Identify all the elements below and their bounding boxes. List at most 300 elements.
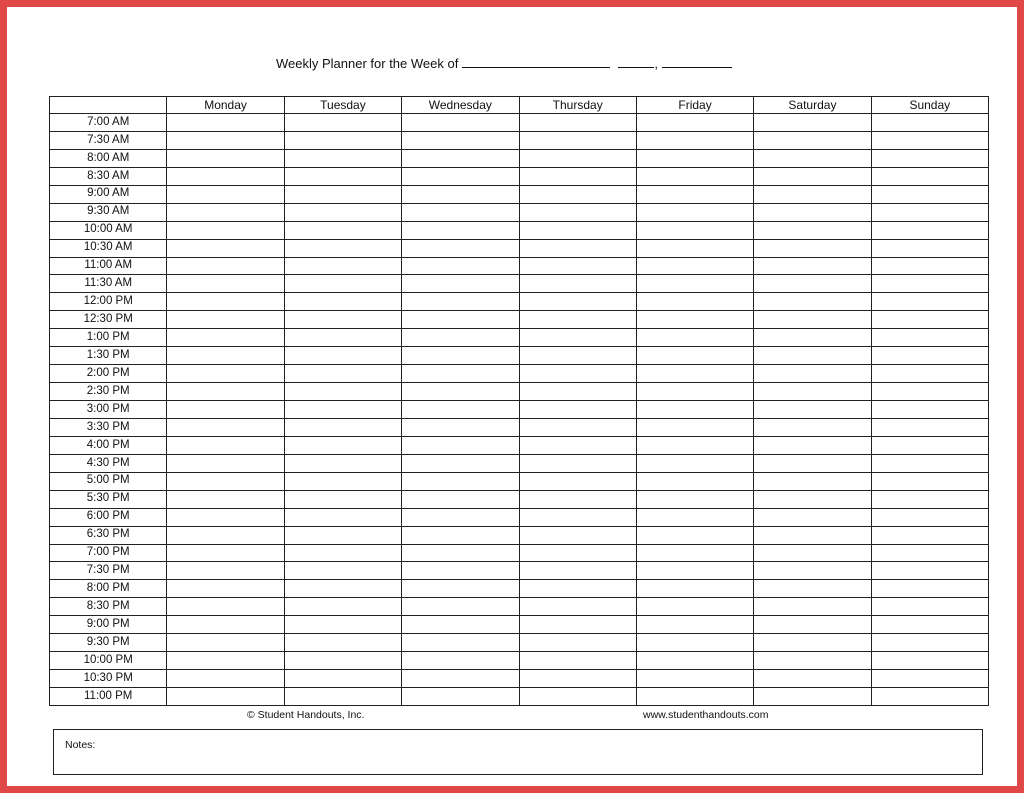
- time-label: 8:30 AM: [50, 167, 167, 185]
- planner-cell[interactable]: [871, 526, 988, 544]
- planner-cell[interactable]: [636, 311, 753, 329]
- planner-cell[interactable]: [167, 383, 284, 401]
- planner-cell[interactable]: [519, 418, 636, 436]
- time-slot-row: [50, 329, 989, 347]
- planner-cell[interactable]: [167, 149, 284, 167]
- planner-cell[interactable]: [754, 652, 871, 670]
- planner-cell[interactable]: [871, 149, 988, 167]
- planner-cell[interactable]: [519, 490, 636, 508]
- planner-cell[interactable]: [754, 311, 871, 329]
- planner-cell[interactable]: [284, 311, 401, 329]
- planner-cell[interactable]: [284, 436, 401, 454]
- planner-cell[interactable]: [871, 490, 988, 508]
- planner-cell[interactable]: [636, 418, 753, 436]
- planner-cell[interactable]: [284, 365, 401, 383]
- planner-cell[interactable]: [871, 167, 988, 185]
- planner-cell[interactable]: [167, 598, 284, 616]
- planner-cell[interactable]: [167, 365, 284, 383]
- planner-cell[interactable]: [402, 598, 519, 616]
- day-header: Thursday: [519, 97, 636, 114]
- planner-cell[interactable]: [754, 526, 871, 544]
- planner-cell[interactable]: [636, 562, 753, 580]
- planner-cell[interactable]: [284, 275, 401, 293]
- planner-cell[interactable]: [167, 347, 284, 365]
- planner-cell[interactable]: [636, 688, 753, 706]
- planner-cell[interactable]: [636, 293, 753, 311]
- planner-cell[interactable]: [636, 167, 753, 185]
- time-label: 6:00 PM: [50, 508, 167, 526]
- week-day-blank[interactable]: [618, 56, 654, 68]
- planner-cell[interactable]: [167, 311, 284, 329]
- planner-cell[interactable]: [636, 365, 753, 383]
- planner-cell[interactable]: [519, 508, 636, 526]
- planner-cell[interactable]: [871, 293, 988, 311]
- planner-cell[interactable]: [636, 526, 753, 544]
- planner-cell[interactable]: [284, 580, 401, 598]
- planner-cell[interactable]: [519, 670, 636, 688]
- planner-cell[interactable]: [754, 131, 871, 149]
- planner-cell[interactable]: [284, 131, 401, 149]
- planner-cell[interactable]: [167, 221, 284, 239]
- planner-cell[interactable]: [402, 203, 519, 221]
- planner-cell[interactable]: [167, 562, 284, 580]
- planner-cell[interactable]: [636, 544, 753, 562]
- planner-cell[interactable]: [402, 544, 519, 562]
- planner-cell[interactable]: [754, 149, 871, 167]
- time-label: 2:00 PM: [50, 365, 167, 383]
- planner-cell[interactable]: [871, 688, 988, 706]
- planner-cell[interactable]: [636, 257, 753, 275]
- planner-cell[interactable]: [519, 634, 636, 652]
- planner-cell[interactable]: [402, 634, 519, 652]
- planner-cell[interactable]: [402, 526, 519, 544]
- planner-cell[interactable]: [519, 383, 636, 401]
- planner-cell[interactable]: [167, 167, 284, 185]
- planner-cell[interactable]: [167, 580, 284, 598]
- planner-cell[interactable]: [284, 401, 401, 419]
- title-separator: ,: [654, 56, 658, 71]
- day-header: Wednesday: [402, 97, 519, 114]
- planner-cell[interactable]: [167, 114, 284, 132]
- planner-cell[interactable]: [402, 311, 519, 329]
- planner-cell[interactable]: [754, 688, 871, 706]
- planner-cell[interactable]: [519, 239, 636, 257]
- planner-cell[interactable]: [871, 616, 988, 634]
- time-label: 10:00 AM: [50, 221, 167, 239]
- page-title: [276, 56, 732, 71]
- time-label: 9:00 PM: [50, 616, 167, 634]
- planner-cell[interactable]: [402, 670, 519, 688]
- day-header: Sunday: [871, 97, 988, 114]
- planner-cell[interactable]: [871, 383, 988, 401]
- planner-cell[interactable]: [754, 167, 871, 185]
- time-label: 5:30 PM: [50, 490, 167, 508]
- time-slot-row: [50, 418, 989, 436]
- planner-cell[interactable]: [636, 652, 753, 670]
- planner-cell[interactable]: [636, 580, 753, 598]
- planner-cell[interactable]: [519, 436, 636, 454]
- planner-cell[interactable]: [167, 454, 284, 472]
- planner-cell[interactable]: [519, 203, 636, 221]
- time-label: 9:30 AM: [50, 203, 167, 221]
- planner-cell[interactable]: [636, 670, 753, 688]
- planner-cell[interactable]: [871, 221, 988, 239]
- planner-cell[interactable]: [167, 526, 284, 544]
- time-label: 3:30 PM: [50, 418, 167, 436]
- planner-cell[interactable]: [284, 562, 401, 580]
- planner-cell[interactable]: [402, 436, 519, 454]
- planner-cell[interactable]: [636, 436, 753, 454]
- planner-cell[interactable]: [402, 562, 519, 580]
- planner-cell[interactable]: [871, 454, 988, 472]
- planner-cell[interactable]: [284, 203, 401, 221]
- time-label: 7:30 PM: [50, 562, 167, 580]
- planner-cell[interactable]: [284, 329, 401, 347]
- planner-cell[interactable]: [754, 275, 871, 293]
- time-slot-row: [50, 688, 989, 706]
- planner-cell[interactable]: [284, 257, 401, 275]
- planner-cell[interactable]: [519, 275, 636, 293]
- planner-cell[interactable]: [636, 149, 753, 167]
- planner-cell[interactable]: [519, 472, 636, 490]
- time-label: 7:00 PM: [50, 544, 167, 562]
- planner-cell[interactable]: [402, 239, 519, 257]
- planner-cell[interactable]: [871, 311, 988, 329]
- planner-cell[interactable]: [167, 688, 284, 706]
- planner-cell[interactable]: [636, 401, 753, 419]
- planner-cell[interactable]: [519, 598, 636, 616]
- time-label: 8:30 PM: [50, 598, 167, 616]
- planner-cell[interactable]: [636, 454, 753, 472]
- planner-cell[interactable]: [519, 131, 636, 149]
- planner-cell[interactable]: [754, 185, 871, 203]
- planner-cell[interactable]: [284, 472, 401, 490]
- planner-cell[interactable]: [284, 114, 401, 132]
- title-text: Weekly Planner for the Week of: [276, 56, 459, 71]
- planner-cell[interactable]: [754, 598, 871, 616]
- planner-cell[interactable]: [871, 329, 988, 347]
- planner-cell[interactable]: [167, 401, 284, 419]
- planner-cell[interactable]: [871, 670, 988, 688]
- planner-cell[interactable]: [871, 131, 988, 149]
- planner-cell[interactable]: [402, 688, 519, 706]
- planner-cell[interactable]: [519, 329, 636, 347]
- time-slot-row: [50, 221, 989, 239]
- planner-cell[interactable]: [167, 634, 284, 652]
- planner-cell[interactable]: [519, 185, 636, 203]
- planner-cell[interactable]: [402, 167, 519, 185]
- time-slot-row: [50, 275, 989, 293]
- time-label: 1:00 PM: [50, 329, 167, 347]
- planner-cell[interactable]: [284, 347, 401, 365]
- planner-grid: [49, 96, 989, 706]
- planner-cell[interactable]: [754, 580, 871, 598]
- planner-cell[interactable]: [167, 508, 284, 526]
- time-slot-row: [50, 167, 989, 185]
- planner-cell[interactable]: [636, 221, 753, 239]
- planner-cell[interactable]: [754, 365, 871, 383]
- planner-cell[interactable]: [754, 508, 871, 526]
- planner-cell[interactable]: [402, 454, 519, 472]
- planner-cell[interactable]: [519, 544, 636, 562]
- planner-cell[interactable]: [519, 221, 636, 239]
- time-slot-row: [50, 239, 989, 257]
- time-slot-row: [50, 562, 989, 580]
- time-slot-row: [50, 490, 989, 508]
- week-year-blank[interactable]: [662, 56, 732, 68]
- planner-cell[interactable]: [167, 670, 284, 688]
- planner-cell[interactable]: [871, 347, 988, 365]
- planner-cell[interactable]: [402, 114, 519, 132]
- planner-cell[interactable]: [871, 436, 988, 454]
- planner-cell[interactable]: [402, 257, 519, 275]
- planner-cell[interactable]: [871, 114, 988, 132]
- planner-cell[interactable]: [402, 472, 519, 490]
- planner-cell[interactable]: [519, 257, 636, 275]
- planner-cell[interactable]: [519, 401, 636, 419]
- planner-cell[interactable]: [284, 454, 401, 472]
- planner-cell[interactable]: [167, 203, 284, 221]
- day-header-row: [50, 97, 989, 114]
- planner-cell[interactable]: [284, 167, 401, 185]
- planner-cell[interactable]: [284, 544, 401, 562]
- planner-cell[interactable]: [519, 580, 636, 598]
- planner-cell[interactable]: [636, 616, 753, 634]
- planner-cell[interactable]: [284, 185, 401, 203]
- planner-cell[interactable]: [871, 562, 988, 580]
- time-label: 9:30 PM: [50, 634, 167, 652]
- planner-cell[interactable]: [871, 544, 988, 562]
- planner-cell[interactable]: [871, 257, 988, 275]
- planner-cell[interactable]: [167, 293, 284, 311]
- planner-cell[interactable]: [167, 275, 284, 293]
- planner-cell[interactable]: [402, 490, 519, 508]
- time-slot-row: [50, 436, 989, 454]
- planner-cell[interactable]: [871, 185, 988, 203]
- planner-cell[interactable]: [167, 652, 284, 670]
- time-slot-row: [50, 670, 989, 688]
- planner-cell[interactable]: [754, 401, 871, 419]
- planner-cell[interactable]: [519, 311, 636, 329]
- planner-cell[interactable]: [871, 580, 988, 598]
- planner-cell[interactable]: [871, 508, 988, 526]
- time-label: 8:00 PM: [50, 580, 167, 598]
- planner-cell[interactable]: [636, 114, 753, 132]
- planner-cell[interactable]: [754, 293, 871, 311]
- time-label: 3:00 PM: [50, 401, 167, 419]
- planner-cell[interactable]: [519, 167, 636, 185]
- planner-cell[interactable]: [167, 544, 284, 562]
- planner-cell[interactable]: [284, 688, 401, 706]
- time-slot-row: [50, 580, 989, 598]
- planner-cell[interactable]: [402, 508, 519, 526]
- planner-cell[interactable]: [519, 454, 636, 472]
- day-header: Saturday: [754, 97, 871, 114]
- planner-cell[interactable]: [284, 149, 401, 167]
- planner-cell[interactable]: [284, 383, 401, 401]
- planner-cell[interactable]: [754, 257, 871, 275]
- planner-cell[interactable]: [519, 293, 636, 311]
- planner-cell[interactable]: [284, 293, 401, 311]
- time-label: 2:30 PM: [50, 383, 167, 401]
- planner-cell[interactable]: [284, 490, 401, 508]
- time-slot-row: [50, 472, 989, 490]
- planner-cell[interactable]: [402, 418, 519, 436]
- planner-cell[interactable]: [402, 652, 519, 670]
- time-slot-row: [50, 365, 989, 383]
- planner-cell[interactable]: [402, 329, 519, 347]
- planner-cell[interactable]: [754, 634, 871, 652]
- planner-cell[interactable]: [636, 634, 753, 652]
- planner-cell[interactable]: [284, 239, 401, 257]
- planner-cell[interactable]: [519, 365, 636, 383]
- planner-cell[interactable]: [754, 329, 871, 347]
- planner-cell[interactable]: [754, 670, 871, 688]
- planner-cell[interactable]: [402, 616, 519, 634]
- planner-cell[interactable]: [284, 526, 401, 544]
- planner-cell[interactable]: [519, 616, 636, 634]
- planner-cell[interactable]: [284, 418, 401, 436]
- planner-cell[interactable]: [871, 418, 988, 436]
- planner-cell[interactable]: [636, 275, 753, 293]
- planner-cell[interactable]: [402, 365, 519, 383]
- planner-cell[interactable]: [871, 239, 988, 257]
- planner-cell[interactable]: [754, 383, 871, 401]
- time-slot-row: [50, 203, 989, 221]
- planner-cell[interactable]: [636, 508, 753, 526]
- planner-cell[interactable]: [871, 275, 988, 293]
- planner-cell[interactable]: [871, 634, 988, 652]
- planner-cell[interactable]: [167, 329, 284, 347]
- time-label: 8:00 AM: [50, 149, 167, 167]
- planner-cell[interactable]: [519, 347, 636, 365]
- planner-cell[interactable]: [754, 436, 871, 454]
- planner-cell[interactable]: [754, 544, 871, 562]
- notes-box[interactable]: [53, 729, 983, 775]
- planner-cell[interactable]: [167, 418, 284, 436]
- planner-cell[interactable]: [167, 472, 284, 490]
- planner-cell[interactable]: [754, 472, 871, 490]
- time-slot-row: [50, 131, 989, 149]
- planner-cell[interactable]: [167, 239, 284, 257]
- planner-cell[interactable]: [402, 383, 519, 401]
- time-slot-row: [50, 293, 989, 311]
- planner-cell[interactable]: [402, 293, 519, 311]
- planner-cell[interactable]: [754, 239, 871, 257]
- planner-cell[interactable]: [519, 562, 636, 580]
- time-label: 1:30 PM: [50, 347, 167, 365]
- planner-cell[interactable]: [754, 347, 871, 365]
- time-slot-row: [50, 652, 989, 670]
- planner-cell[interactable]: [284, 221, 401, 239]
- planner-cell[interactable]: [636, 131, 753, 149]
- time-label: 10:30 AM: [50, 239, 167, 257]
- planner-cell[interactable]: [754, 203, 871, 221]
- planner-cell[interactable]: [402, 580, 519, 598]
- time-label: 6:30 PM: [50, 526, 167, 544]
- planner-cell[interactable]: [167, 490, 284, 508]
- planner-cell[interactable]: [636, 490, 753, 508]
- planner-cell[interactable]: [636, 329, 753, 347]
- planner-cell[interactable]: [402, 149, 519, 167]
- planner-cell[interactable]: [167, 257, 284, 275]
- time-slot-row: [50, 454, 989, 472]
- time-label: 5:00 PM: [50, 472, 167, 490]
- time-slot-row: [50, 526, 989, 544]
- planner-cell[interactable]: [402, 221, 519, 239]
- time-slot-row: [50, 347, 989, 365]
- planner-cell[interactable]: [167, 131, 284, 149]
- planner-cell[interactable]: [754, 114, 871, 132]
- planner-cell[interactable]: [754, 616, 871, 634]
- time-label: 12:30 PM: [50, 311, 167, 329]
- planner-cell[interactable]: [871, 472, 988, 490]
- planner-cell[interactable]: [636, 598, 753, 616]
- planner-cell[interactable]: [284, 652, 401, 670]
- time-slot-row: [50, 634, 989, 652]
- planner-cell[interactable]: [402, 401, 519, 419]
- planner-cell[interactable]: [636, 472, 753, 490]
- website-text: www.studenthandouts.com: [643, 709, 769, 721]
- planner-cell[interactable]: [754, 490, 871, 508]
- planner-cell[interactable]: [284, 598, 401, 616]
- planner-cell[interactable]: [402, 275, 519, 293]
- time-slot-row: [50, 598, 989, 616]
- planner-cell[interactable]: [636, 239, 753, 257]
- planner-cell[interactable]: [402, 347, 519, 365]
- planner-cell[interactable]: [636, 203, 753, 221]
- planner-cell[interactable]: [167, 436, 284, 454]
- planner-cell[interactable]: [284, 634, 401, 652]
- planner-cell[interactable]: [167, 616, 284, 634]
- planner-cell[interactable]: [871, 203, 988, 221]
- planner-cell[interactable]: [402, 131, 519, 149]
- planner-cell[interactable]: [636, 383, 753, 401]
- planner-cell[interactable]: [871, 365, 988, 383]
- copyright-text: © Student Handouts, Inc.: [247, 709, 365, 721]
- planner-cell[interactable]: [754, 454, 871, 472]
- time-slot-row: [50, 311, 989, 329]
- time-label: 11:00 PM: [50, 688, 167, 706]
- planner-cell[interactable]: [754, 221, 871, 239]
- time-slot-row: [50, 616, 989, 634]
- planner-cell[interactable]: [519, 114, 636, 132]
- planner-cell[interactable]: [284, 670, 401, 688]
- planner-cell[interactable]: [519, 149, 636, 167]
- planner-cell[interactable]: [284, 616, 401, 634]
- planner-cell[interactable]: [754, 562, 871, 580]
- planner-cell[interactable]: [167, 185, 284, 203]
- day-header: Tuesday: [284, 97, 401, 114]
- planner-cell[interactable]: [519, 688, 636, 706]
- time-slot-row: [50, 114, 989, 132]
- planner-cell[interactable]: [871, 401, 988, 419]
- planner-cell[interactable]: [519, 652, 636, 670]
- day-header: Monday: [167, 97, 284, 114]
- planner-cell[interactable]: [519, 526, 636, 544]
- planner-cell[interactable]: [754, 418, 871, 436]
- planner-cell[interactable]: [284, 508, 401, 526]
- planner-cell[interactable]: [871, 598, 988, 616]
- planner-cell[interactable]: [402, 185, 519, 203]
- planner-cell[interactable]: [636, 347, 753, 365]
- week-date-blank[interactable]: [462, 56, 610, 68]
- time-slot-row: [50, 544, 989, 562]
- planner-cell[interactable]: [636, 185, 753, 203]
- time-slot-row: [50, 149, 989, 167]
- time-label: 7:30 AM: [50, 131, 167, 149]
- planner-cell[interactable]: [871, 652, 988, 670]
